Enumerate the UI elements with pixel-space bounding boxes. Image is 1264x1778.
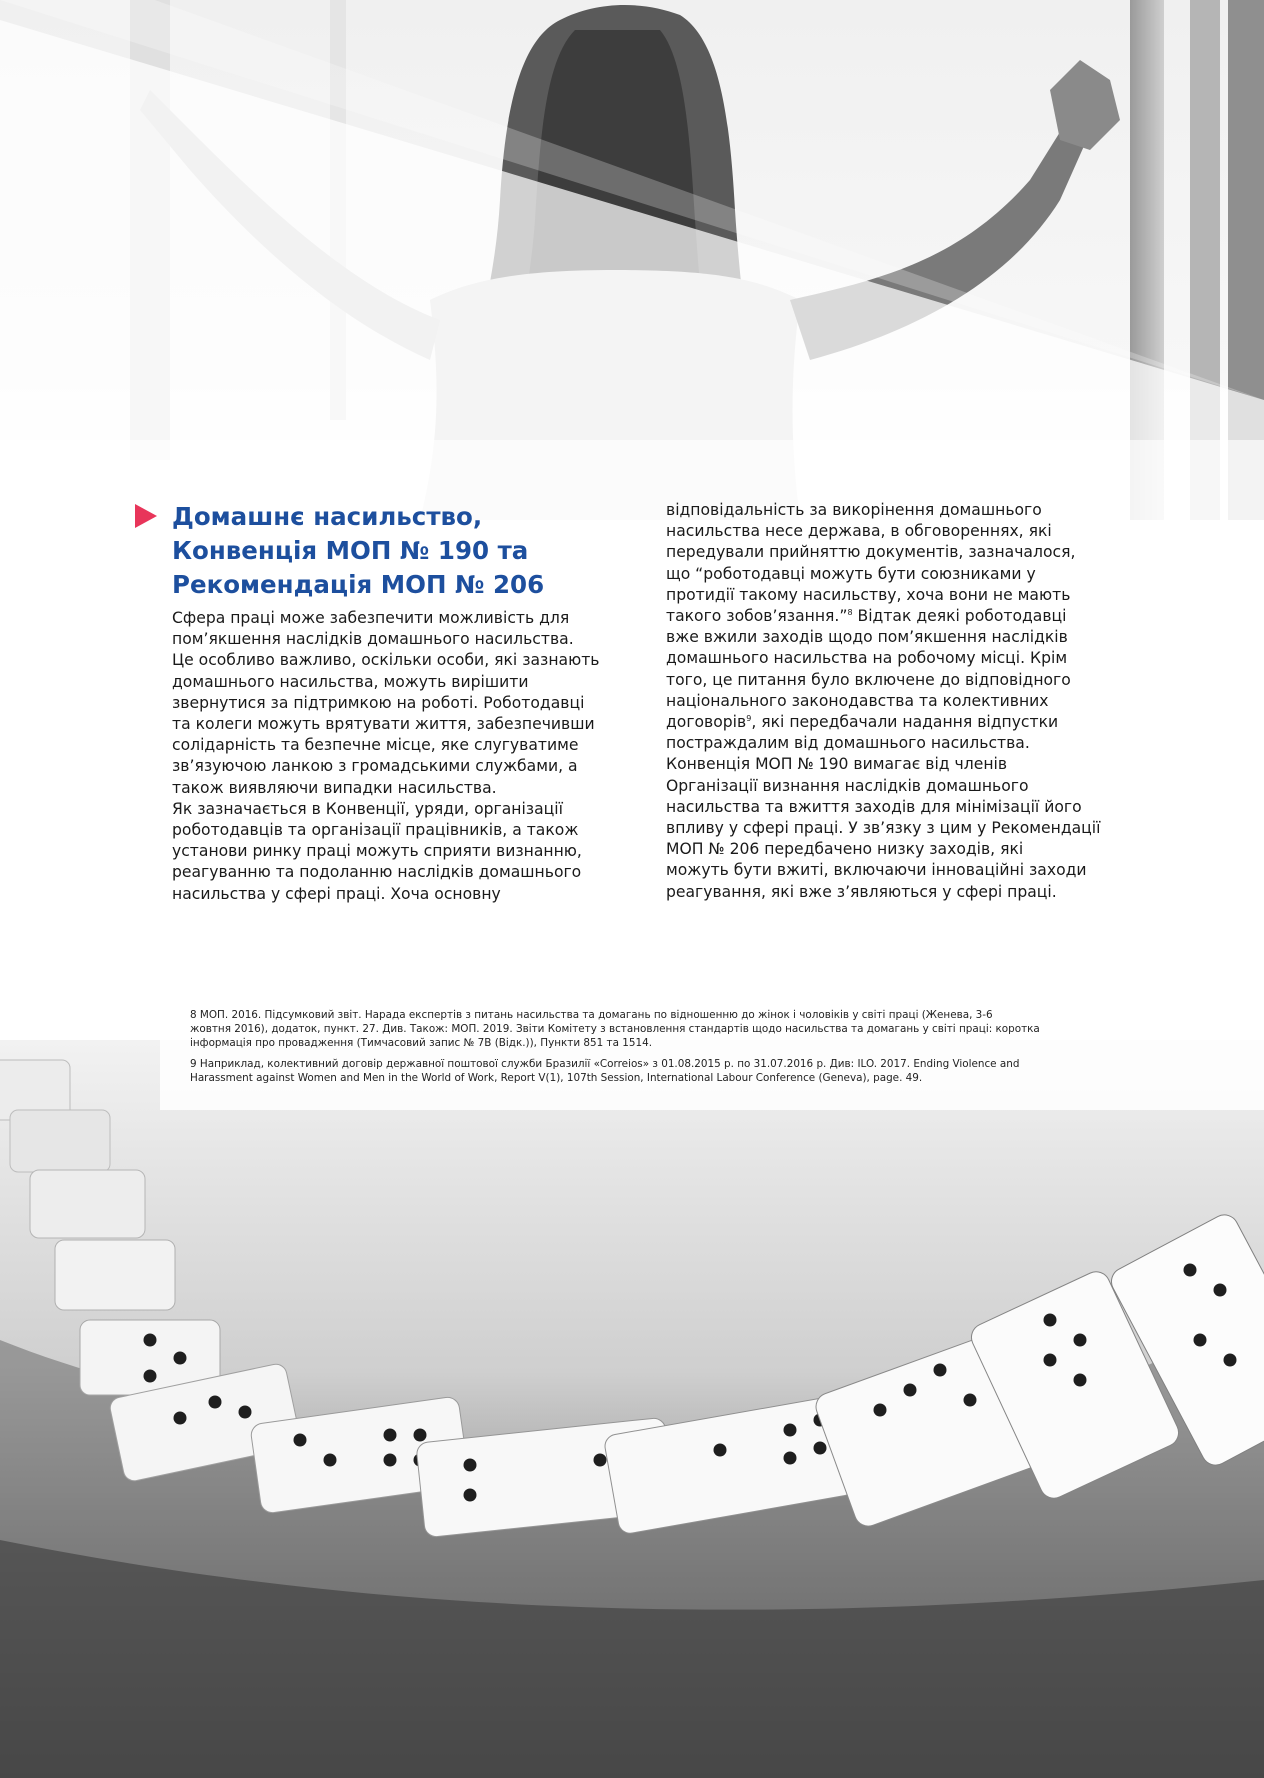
text-fragment: , які передбачали надання відпустки — [751, 713, 1059, 732]
footnote-line: Harassment against Women and Men in the World of Work, Report V(1), 107th Session, International Labour Conference (Geneva), page. 49. — [190, 1071, 923, 1084]
right-column-text — [666, 500, 1126, 903]
heading-line: Домашнє насильство, — [172, 502, 483, 531]
text-fragment: договорів — [666, 713, 747, 732]
footnote-line: інформація про провадження (Тимчасовий запис № 7B (Відк.)), Пункти 851 та 1514. — [190, 1037, 652, 1050]
text-line: зв’язуючою ланкою з громадськими службами, а — [172, 757, 578, 776]
text-line: солідарність та безпечне місце, яке слугуватиме — [172, 736, 579, 755]
footnote-ref-9[interactable]: 9 — [746, 713, 752, 723]
text-line: постраждалим від домашнього насильства. — [666, 734, 1030, 753]
text-line: Організації визнання наслідків домашнього — [666, 776, 1029, 795]
text-line: насильства несе держава, в обговореннях, які — [666, 522, 1052, 541]
text-line: також виявляючи випадки насильства. — [172, 778, 497, 797]
heading-line: Рекомендація МОП № 206 — [172, 570, 545, 599]
text-line: Сфера праці може забезпечити можливість для — [172, 609, 570, 627]
footnote-line: 8 МОП. 2016. Підсумковий звіт. Нарада експертів з питань насильства та домагань по відношенню до жінок і чоловіків у світі праці (Женева, 3-6 — [190, 1009, 993, 1021]
text-line: Конвенція МОП № 190 вимагає від членів — [666, 755, 1008, 774]
text-line: реагуванню та подоланню наслідків домашнього — [172, 863, 582, 882]
footnote-line: 9 Наприклад, колективний договір державної поштової служби Бразилії «Correios» з 01.08.2015 р. по 31.07.2016 р. Див: ILO. 2017. Ending Violence and — [190, 1057, 1020, 1070]
text-line: протидії такому насильству, хоча вони не мають — [666, 585, 1071, 604]
footnote-line: жовтня 2016), додаток, пункт. 27. Див. Також: МОП. 2019. Звіти Комітету з встановлення стандартів щодо насильства та домагань у світі праці: коротка — [190, 1023, 1040, 1036]
falling-dominoes-photo — [0, 1040, 1264, 1778]
footnote-ref-8[interactable]: 8 — [847, 607, 853, 617]
text-line: відповідальність за викорінення домашнього — [666, 501, 1042, 519]
heading-line: Конвенція МОП № 190 та — [172, 536, 529, 565]
footnote-8 — [190, 1008, 1090, 1051]
text-line: вже вжили заходів щодо пом’якшення наслідків — [666, 628, 1068, 647]
text-line: роботодавців та організації працівників, а також — [172, 821, 579, 840]
text-line: домашнього насильства, можуть вирішити — [172, 672, 529, 691]
text-line: домашнього насильства на робочому місці. Крім — [666, 649, 1068, 668]
text-line: МОП № 206 передбачено низку заходів, які — [666, 840, 1024, 859]
text-line: Як зазначається в Конвенції, уряди, організації — [172, 799, 563, 818]
text-fragment: такого зобов’язання.” — [666, 607, 848, 626]
text-line: реагування, які вже з’являються у сфері праці. — [666, 882, 1057, 901]
text-line: пом’якшення наслідків домашнього насильства. — [172, 630, 574, 649]
footnote-9 — [190, 1057, 1090, 1085]
text-line: передували прийняттю документів, зазначалося, — [666, 543, 1076, 562]
text-line: насильства та вжиття заходів для мінімізації його — [666, 797, 1082, 816]
text-line: звернутися за підтримкою на роботі. Роботодавці — [172, 693, 585, 712]
left-column-text — [172, 608, 632, 905]
text-line: насильства у сфері праці. Хоча основну — [172, 884, 501, 903]
text-line: того, це питання було включене до відповідного — [666, 670, 1071, 689]
text-line: Це особливо важливо, оскільки особи, які зазнають — [172, 651, 600, 670]
text-line: впливу у сфері праці. У зв’язку з цим у Рекомендації — [666, 819, 1101, 838]
text-line: що “роботодавці можуть бути союзниками у — [666, 564, 1036, 583]
footnotes — [190, 1008, 1090, 1091]
text-line: можуть бути вжиті, включаючи інноваційні заходи — [666, 861, 1087, 880]
text-line: та колеги можуть врятувати життя, забезпечивши — [172, 715, 595, 734]
text-line — [666, 606, 1126, 627]
heading-marker-triangle — [135, 504, 157, 528]
woman-at-window-photo — [0, 0, 1264, 520]
text-fragment: Відтак деякі роботодавці — [852, 607, 1067, 626]
text-line — [666, 712, 1126, 733]
section-heading — [172, 500, 632, 602]
text-line: установи ринку праці можуть сприяти визнанню, — [172, 842, 582, 861]
text-line: національного законодавства та колективних — [666, 691, 1049, 710]
